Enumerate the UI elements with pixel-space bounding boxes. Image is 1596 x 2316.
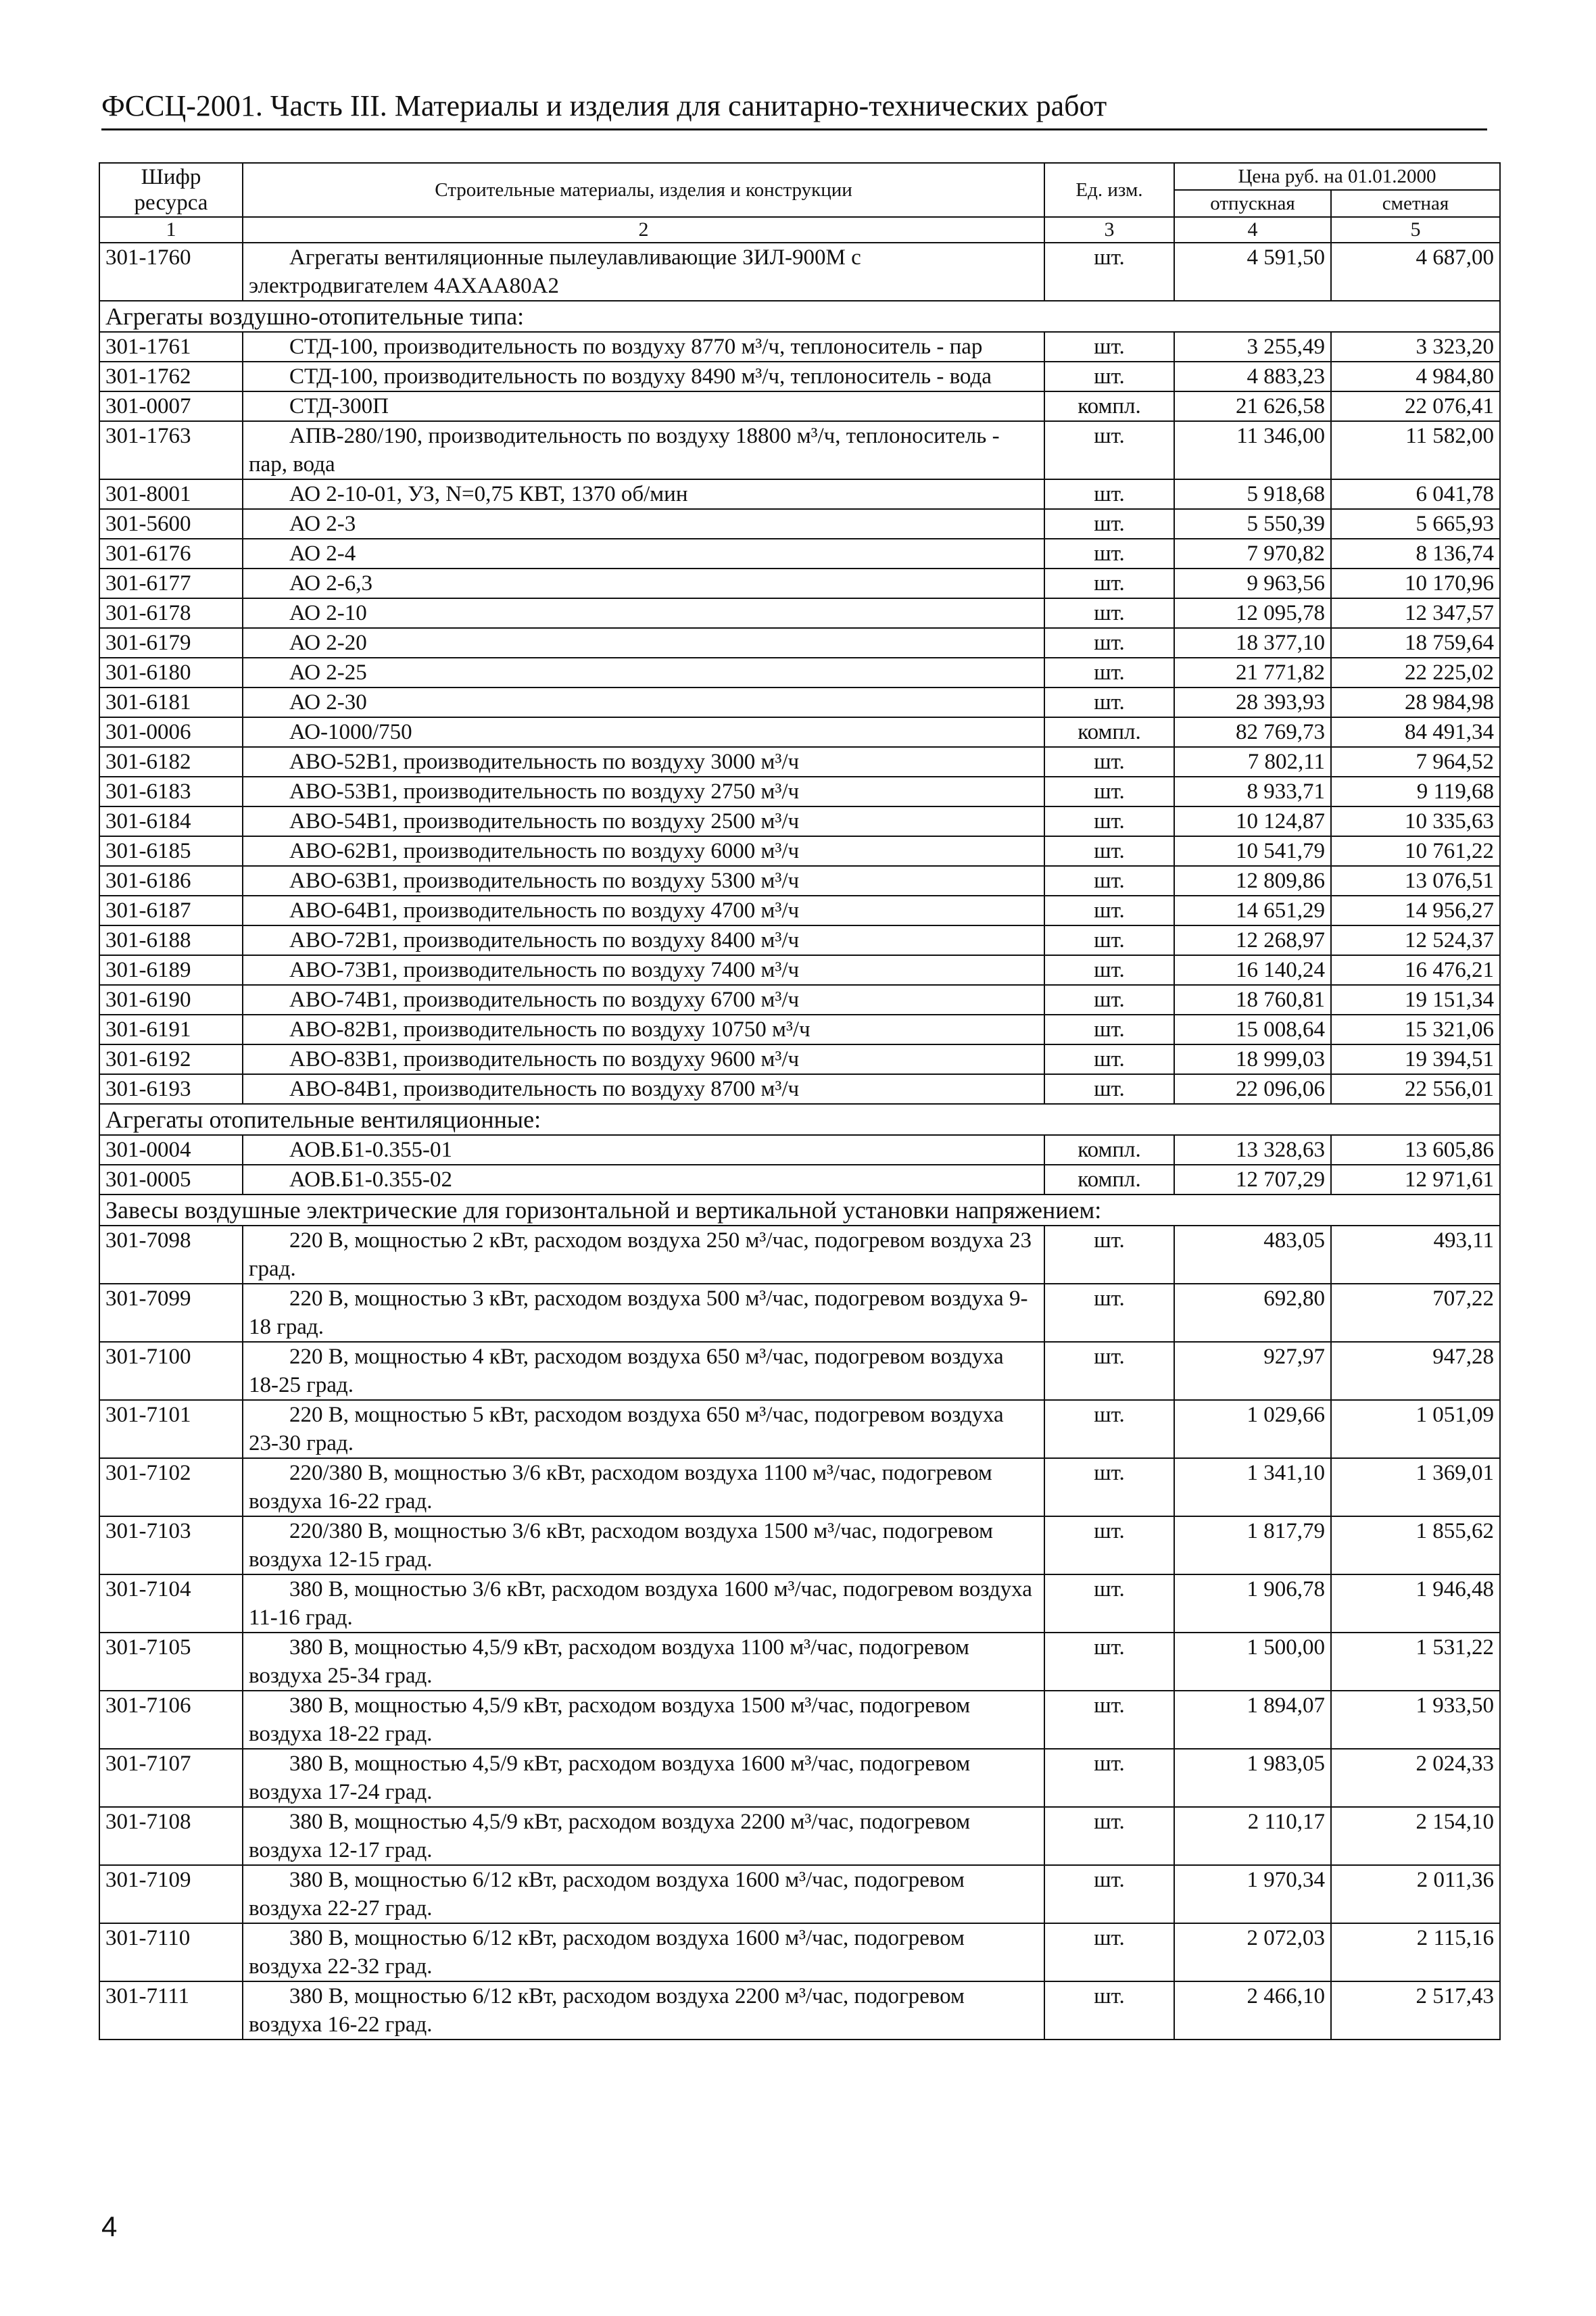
- resource-code: 301-6186: [99, 866, 243, 896]
- item-name: АВО-83В1, производительность по воздуху 9600 м³/ч: [243, 1044, 1044, 1074]
- item-name: 380 В, мощностью 4,5/9 кВт, расходом воздуха 2200 м³/час, подогревом воздуха 12-17 град.: [243, 1807, 1044, 1865]
- release-price: 13 328,63: [1174, 1135, 1331, 1165]
- release-price: 1 906,78: [1174, 1574, 1331, 1633]
- estimate-price: 1 531,22: [1331, 1633, 1500, 1691]
- table-row: [99, 598, 1500, 628]
- table-row: [99, 479, 1500, 509]
- resource-code: 301-7111: [99, 1981, 243, 2040]
- page-number: 4: [101, 2211, 118, 2242]
- unit-cell: шт.: [1044, 332, 1174, 362]
- table-row: [99, 925, 1500, 955]
- unit-cell: шт.: [1044, 1458, 1174, 1516]
- unit-cell: шт.: [1044, 243, 1174, 301]
- resource-code: 301-6179: [99, 628, 243, 658]
- release-price: 7 970,82: [1174, 539, 1331, 569]
- estimate-price: 19 151,34: [1331, 985, 1500, 1015]
- release-price: 1 341,10: [1174, 1458, 1331, 1516]
- item-name: 220 В, мощностью 2 кВт, расходом воздуха 250 м³/час, подогревом воздуха 23 град.: [243, 1226, 1044, 1284]
- release-price: 10 124,87: [1174, 806, 1331, 836]
- column-number: 2: [243, 217, 1044, 243]
- resource-code: 301-5600: [99, 509, 243, 539]
- table-row: [99, 421, 1500, 479]
- estimate-price: 22 556,01: [1331, 1074, 1500, 1104]
- estimate-price: 10 170,96: [1331, 569, 1500, 598]
- table-row: [99, 866, 1500, 896]
- release-price: 3 255,49: [1174, 332, 1331, 362]
- table-row: [99, 1574, 1500, 1633]
- unit-cell: компл.: [1044, 1165, 1174, 1195]
- release-price: 5 550,39: [1174, 509, 1331, 539]
- release-price: 12 095,78: [1174, 598, 1331, 628]
- estimate-price: 3 323,20: [1331, 332, 1500, 362]
- table-row: [99, 332, 1500, 362]
- resource-code: 301-7103: [99, 1516, 243, 1574]
- release-price: 5 918,68: [1174, 479, 1331, 509]
- estimate-price: 22 076,41: [1331, 391, 1500, 421]
- table-body: [99, 243, 1500, 2040]
- release-price: 7 802,11: [1174, 747, 1331, 777]
- header-estimate-price: сметная: [1331, 190, 1500, 217]
- resource-code: 301-6185: [99, 836, 243, 866]
- price-table: [99, 162, 1501, 2040]
- item-name: АО-1000/750: [243, 717, 1044, 747]
- unit-cell: шт.: [1044, 1044, 1174, 1074]
- resource-code: 301-6187: [99, 896, 243, 925]
- release-price: 18 377,10: [1174, 628, 1331, 658]
- item-name: 380 В, мощностью 3/6 кВт, расходом воздуха 1600 м³/час, подогревом воздуха 11-16 град.: [243, 1574, 1044, 1633]
- estimate-price: 12 347,57: [1331, 598, 1500, 628]
- header-price-group: Цена руб. на 01.01.2000: [1174, 163, 1500, 190]
- item-name: АВО-54В1, производительность по воздуху 2500 м³/ч: [243, 806, 1044, 836]
- item-name: СТД-100, производительность по воздуху 8490 м³/ч, теплоноситель - вода: [243, 362, 1044, 391]
- resource-code: 301-7100: [99, 1342, 243, 1400]
- item-name: 220 В, мощностью 4 кВт, расходом воздуха 650 м³/час, подогревом воздуха 18-25 град.: [243, 1342, 1044, 1400]
- resource-code: 301-7108: [99, 1807, 243, 1865]
- release-price: 4 883,23: [1174, 362, 1331, 391]
- estimate-price: 5 665,93: [1331, 509, 1500, 539]
- table-row: [99, 717, 1500, 747]
- unit-cell: шт.: [1044, 896, 1174, 925]
- item-name: 380 В, мощностью 4,5/9 кВт, расходом воздуха 1600 м³/час, подогревом воздуха 17-24 град.: [243, 1749, 1044, 1807]
- table-row: [99, 1691, 1500, 1749]
- estimate-price: 2 024,33: [1331, 1749, 1500, 1807]
- release-price: 22 096,06: [1174, 1074, 1331, 1104]
- unit-cell: шт.: [1044, 1342, 1174, 1400]
- estimate-price: 2 154,10: [1331, 1807, 1500, 1865]
- unit-cell: шт.: [1044, 479, 1174, 509]
- item-name: 220 В, мощностью 5 кВт, расходом воздуха 650 м³/час, подогревом воздуха 23-30 град.: [243, 1400, 1044, 1458]
- item-name: АПВ-280/190, производительность по воздуху 18800 м³/ч, теплоноситель - пар, вода: [243, 421, 1044, 479]
- item-name: АВО-62В1, производительность по воздуху 6000 м³/ч: [243, 836, 1044, 866]
- header-release-price: отпускная: [1174, 190, 1331, 217]
- release-price: 10 541,79: [1174, 836, 1331, 866]
- unit-cell: шт.: [1044, 1226, 1174, 1284]
- resource-code: 301-0005: [99, 1165, 243, 1195]
- resource-code: 301-7104: [99, 1574, 243, 1633]
- unit-cell: шт.: [1044, 806, 1174, 836]
- item-name: АВО-63В1, производительность по воздуху 5300 м³/ч: [243, 866, 1044, 896]
- release-price: 2 072,03: [1174, 1923, 1331, 1981]
- header-code: Шифр ресурса: [99, 163, 243, 217]
- table-row: [99, 1342, 1500, 1400]
- column-number-row: [99, 217, 1500, 243]
- item-name: АО 2-10: [243, 598, 1044, 628]
- table-row: [99, 1458, 1500, 1516]
- unit-cell: шт.: [1044, 1074, 1174, 1104]
- item-name: 220/380 В, мощностью 3/6 кВт, расходом воздуха 1100 м³/час, подогревом воздуха 16-22 град.: [243, 1458, 1044, 1516]
- estimate-price: 2 011,36: [1331, 1865, 1500, 1923]
- table-row: [99, 1400, 1500, 1458]
- resource-code: 301-7109: [99, 1865, 243, 1923]
- table-row: [99, 777, 1500, 806]
- unit-cell: шт.: [1044, 1400, 1174, 1458]
- estimate-price: 18 759,64: [1331, 628, 1500, 658]
- unit-cell: шт.: [1044, 1574, 1174, 1633]
- resource-code: 301-7105: [99, 1633, 243, 1691]
- resource-code: 301-6182: [99, 747, 243, 777]
- estimate-price: 10 761,22: [1331, 836, 1500, 866]
- resource-code: 301-7110: [99, 1923, 243, 1981]
- item-name: 220 В, мощностью 3 кВт, расходом воздуха 500 м³/час, подогревом воздуха 9-18 град.: [243, 1284, 1044, 1342]
- table-row: [99, 1633, 1500, 1691]
- resource-code: 301-6188: [99, 925, 243, 955]
- release-price: 692,80: [1174, 1284, 1331, 1342]
- column-number: 4: [1174, 217, 1331, 243]
- resource-code: 301-6183: [99, 777, 243, 806]
- item-name: АВО-64В1, производительность по воздуху 4700 м³/ч: [243, 896, 1044, 925]
- header-unit: Ед. изм.: [1044, 163, 1174, 217]
- table-row: [99, 1135, 1500, 1165]
- table-row: [99, 1226, 1500, 1284]
- resource-code: 301-1762: [99, 362, 243, 391]
- release-price: 21 771,82: [1174, 658, 1331, 687]
- unit-cell: шт.: [1044, 362, 1174, 391]
- release-price: 18 760,81: [1174, 985, 1331, 1015]
- column-number: 1: [99, 217, 243, 243]
- unit-cell: шт.: [1044, 1923, 1174, 1981]
- resource-code: 301-1763: [99, 421, 243, 479]
- estimate-price: 84 491,34: [1331, 717, 1500, 747]
- section-row: [99, 1195, 1500, 1226]
- release-price: 2 110,17: [1174, 1807, 1331, 1865]
- release-price: 12 268,97: [1174, 925, 1331, 955]
- estimate-price: 4 984,80: [1331, 362, 1500, 391]
- resource-code: 301-7101: [99, 1400, 243, 1458]
- resource-code: 301-7098: [99, 1226, 243, 1284]
- release-price: 2 466,10: [1174, 1981, 1331, 2040]
- release-price: 1 500,00: [1174, 1633, 1331, 1691]
- unit-cell: шт.: [1044, 687, 1174, 717]
- release-price: 14 651,29: [1174, 896, 1331, 925]
- resource-code: 301-0006: [99, 717, 243, 747]
- resource-code: 301-0007: [99, 391, 243, 421]
- table-row: [99, 1074, 1500, 1104]
- item-name: АО 2-3: [243, 509, 1044, 539]
- item-name: 380 В, мощностью 4,5/9 кВт, расходом воздуха 1100 м³/час, подогревом воздуха 25-34 град.: [243, 1633, 1044, 1691]
- item-name: Агрегаты вентиляционные пылеулавливающие ЗИЛ-900М с электродвигателем 4АХАА80А2: [243, 243, 1044, 301]
- section-title: Агрегаты отопительные вентиляционные:: [99, 1104, 1500, 1135]
- table-row: [99, 1044, 1500, 1074]
- unit-cell: шт.: [1044, 509, 1174, 539]
- unit-cell: шт.: [1044, 1691, 1174, 1749]
- estimate-price: 13 605,86: [1331, 1135, 1500, 1165]
- column-number: 3: [1044, 217, 1174, 243]
- resource-code: 301-6184: [99, 806, 243, 836]
- unit-cell: шт.: [1044, 925, 1174, 955]
- unit-cell: шт.: [1044, 658, 1174, 687]
- table-row: [99, 836, 1500, 866]
- resource-code: 301-7107: [99, 1749, 243, 1807]
- table-row: [99, 1865, 1500, 1923]
- estimate-price: 14 956,27: [1331, 896, 1500, 925]
- table-row: [99, 955, 1500, 985]
- resource-code: 301-7102: [99, 1458, 243, 1516]
- resource-code: 301-1760: [99, 243, 243, 301]
- release-price: 4 591,50: [1174, 243, 1331, 301]
- table-row: [99, 896, 1500, 925]
- estimate-price: 7 964,52: [1331, 747, 1500, 777]
- table-row: [99, 628, 1500, 658]
- estimate-price: 1 369,01: [1331, 1458, 1500, 1516]
- unit-cell: шт.: [1044, 421, 1174, 479]
- estimate-price: 12 971,61: [1331, 1165, 1500, 1195]
- resource-code: 301-6176: [99, 539, 243, 569]
- header-name: Строительные материалы, изделия и конструкции: [243, 163, 1044, 217]
- item-name: АО 2-20: [243, 628, 1044, 658]
- table-row: [99, 1807, 1500, 1865]
- item-name: АО 2-4: [243, 539, 1044, 569]
- item-name: АО 2-6,3: [243, 569, 1044, 598]
- release-price: 1 983,05: [1174, 1749, 1331, 1807]
- unit-cell: шт.: [1044, 985, 1174, 1015]
- estimate-price: 1 933,50: [1331, 1691, 1500, 1749]
- item-name: СТД-300П: [243, 391, 1044, 421]
- release-price: 1 029,66: [1174, 1400, 1331, 1458]
- unit-cell: шт.: [1044, 836, 1174, 866]
- item-name: АО 2-10-01, УЗ, N=0,75 КВТ, 1370 об/мин: [243, 479, 1044, 509]
- resource-code: 301-6181: [99, 687, 243, 717]
- table-row: [99, 1516, 1500, 1574]
- estimate-price: 9 119,68: [1331, 777, 1500, 806]
- release-price: 12 809,86: [1174, 866, 1331, 896]
- unit-cell: шт.: [1044, 628, 1174, 658]
- item-name: АВО-74В1, производительность по воздуху 6700 м³/ч: [243, 985, 1044, 1015]
- estimate-price: 22 225,02: [1331, 658, 1500, 687]
- release-price: 16 140,24: [1174, 955, 1331, 985]
- release-price: 18 999,03: [1174, 1044, 1331, 1074]
- unit-cell: шт.: [1044, 866, 1174, 896]
- item-name: АВО-72В1, производительность по воздуху 8400 м³/ч: [243, 925, 1044, 955]
- unit-cell: шт.: [1044, 1807, 1174, 1865]
- release-price: 1 970,34: [1174, 1865, 1331, 1923]
- unit-cell: шт.: [1044, 1865, 1174, 1923]
- unit-cell: шт.: [1044, 747, 1174, 777]
- estimate-price: 2 517,43: [1331, 1981, 1500, 2040]
- resource-code: 301-6191: [99, 1015, 243, 1044]
- resource-code: 301-7099: [99, 1284, 243, 1342]
- item-name: АВО-52В1, производительность по воздуху 3000 м³/ч: [243, 747, 1044, 777]
- table-row: [99, 243, 1500, 301]
- section-title: Завесы воздушные электрические для горизонтальной и вертикальной установки напряжением:: [99, 1195, 1500, 1226]
- item-name: АОВ.Б1-0.355-01: [243, 1135, 1044, 1165]
- resource-code: 301-8001: [99, 479, 243, 509]
- estimate-price: 15 321,06: [1331, 1015, 1500, 1044]
- resource-code: 301-6192: [99, 1044, 243, 1074]
- header-row: [99, 163, 1500, 190]
- unit-cell: шт.: [1044, 1015, 1174, 1044]
- unit-cell: шт.: [1044, 777, 1174, 806]
- resource-code: 301-0004: [99, 1135, 243, 1165]
- estimate-price: 13 076,51: [1331, 866, 1500, 896]
- item-name: АВО-53В1, производительность по воздуху 2750 м³/ч: [243, 777, 1044, 806]
- estimate-price: 707,22: [1331, 1284, 1500, 1342]
- estimate-price: 1 855,62: [1331, 1516, 1500, 1574]
- unit-cell: шт.: [1044, 1284, 1174, 1342]
- item-name: 380 В, мощностью 6/12 кВт, расходом воздуха 1600 м³/час, подогревом воздуха 22-27 град.: [243, 1865, 1044, 1923]
- table-row: [99, 1015, 1500, 1044]
- estimate-price: 4 687,00: [1331, 243, 1500, 301]
- release-price: 21 626,58: [1174, 391, 1331, 421]
- unit-cell: шт.: [1044, 1516, 1174, 1574]
- item-name: 380 В, мощностью 6/12 кВт, расходом воздуха 1600 м³/час, подогревом воздуха 22-32 град.: [243, 1923, 1044, 1981]
- item-name: АОВ.Б1-0.355-02: [243, 1165, 1044, 1195]
- release-price: 8 933,71: [1174, 777, 1331, 806]
- resource-code: 301-6177: [99, 569, 243, 598]
- release-price: 9 963,56: [1174, 569, 1331, 598]
- unit-cell: компл.: [1044, 717, 1174, 747]
- unit-cell: шт.: [1044, 598, 1174, 628]
- table-row: [99, 569, 1500, 598]
- estimate-price: 28 984,98: [1331, 687, 1500, 717]
- section-title: Агрегаты воздушно-отопительные типа:: [99, 301, 1500, 332]
- column-number: 5: [1331, 217, 1500, 243]
- table-row: [99, 806, 1500, 836]
- table-row: [99, 509, 1500, 539]
- release-price: 1 817,79: [1174, 1516, 1331, 1574]
- unit-cell: компл.: [1044, 391, 1174, 421]
- estimate-price: 6 041,78: [1331, 479, 1500, 509]
- estimate-price: 493,11: [1331, 1226, 1500, 1284]
- unit-cell: шт.: [1044, 1633, 1174, 1691]
- page-title: ФССЦ-2001. Часть III. Материалы и изделия для санитарно-технических работ: [101, 87, 1487, 130]
- unit-cell: шт.: [1044, 1749, 1174, 1807]
- item-name: АВО-73В1, производительность по воздуху 7400 м³/ч: [243, 955, 1044, 985]
- table-row: [99, 362, 1500, 391]
- table-row: [99, 1981, 1500, 2040]
- item-name: 220/380 В, мощностью 3/6 кВт, расходом воздуха 1500 м³/час, подогревом воздуха 12-15 град.: [243, 1516, 1044, 1574]
- estimate-price: 19 394,51: [1331, 1044, 1500, 1074]
- estimate-price: 1 946,48: [1331, 1574, 1500, 1633]
- table-row: [99, 1165, 1500, 1195]
- resource-code: 301-6190: [99, 985, 243, 1015]
- item-name: 380 В, мощностью 6/12 кВт, расходом воздуха 2200 м³/час, подогревом воздуха 16-22 град.: [243, 1981, 1044, 2040]
- item-name: 380 В, мощностью 4,5/9 кВт, расходом воздуха 1500 м³/час, подогревом воздуха 18-22 град.: [243, 1691, 1044, 1749]
- table-row: [99, 539, 1500, 569]
- resource-code: 301-6180: [99, 658, 243, 687]
- table-row: [99, 1749, 1500, 1807]
- unit-cell: шт.: [1044, 1981, 1174, 2040]
- estimate-price: 16 476,21: [1331, 955, 1500, 985]
- release-price: 483,05: [1174, 1226, 1331, 1284]
- item-name: АВО-82В1, производительность по воздуху 10750 м³/ч: [243, 1015, 1044, 1044]
- resource-code: 301-6193: [99, 1074, 243, 1104]
- estimate-price: 2 115,16: [1331, 1923, 1500, 1981]
- resource-code: 301-6189: [99, 955, 243, 985]
- unit-cell: компл.: [1044, 1135, 1174, 1165]
- item-name: АВО-84В1, производительность по воздуху 8700 м³/ч: [243, 1074, 1044, 1104]
- estimate-price: 11 582,00: [1331, 421, 1500, 479]
- release-price: 15 008,64: [1174, 1015, 1331, 1044]
- table-row: [99, 1284, 1500, 1342]
- table-row: [99, 658, 1500, 687]
- item-name: АО 2-25: [243, 658, 1044, 687]
- table-row: [99, 1923, 1500, 1981]
- estimate-price: 1 051,09: [1331, 1400, 1500, 1458]
- estimate-price: 8 136,74: [1331, 539, 1500, 569]
- table-row: [99, 391, 1500, 421]
- estimate-price: 947,28: [1331, 1342, 1500, 1400]
- resource-code: 301-7106: [99, 1691, 243, 1749]
- release-price: 12 707,29: [1174, 1165, 1331, 1195]
- release-price: 1 894,07: [1174, 1691, 1331, 1749]
- release-price: 28 393,93: [1174, 687, 1331, 717]
- item-name: СТД-100, производительность по воздуху 8770 м³/ч, теплоноситель - пар: [243, 332, 1044, 362]
- release-price: 11 346,00: [1174, 421, 1331, 479]
- resource-code: 301-1761: [99, 332, 243, 362]
- estimate-price: 10 335,63: [1331, 806, 1500, 836]
- estimate-price: 12 524,37: [1331, 925, 1500, 955]
- release-price: 82 769,73: [1174, 717, 1331, 747]
- unit-cell: шт.: [1044, 539, 1174, 569]
- resource-code: 301-6178: [99, 598, 243, 628]
- section-row: [99, 301, 1500, 332]
- item-name: АО 2-30: [243, 687, 1044, 717]
- section-row: [99, 1104, 1500, 1135]
- release-price: 927,97: [1174, 1342, 1331, 1400]
- table-row: [99, 985, 1500, 1015]
- table-row: [99, 747, 1500, 777]
- unit-cell: шт.: [1044, 569, 1174, 598]
- unit-cell: шт.: [1044, 955, 1174, 985]
- table-row: [99, 687, 1500, 717]
